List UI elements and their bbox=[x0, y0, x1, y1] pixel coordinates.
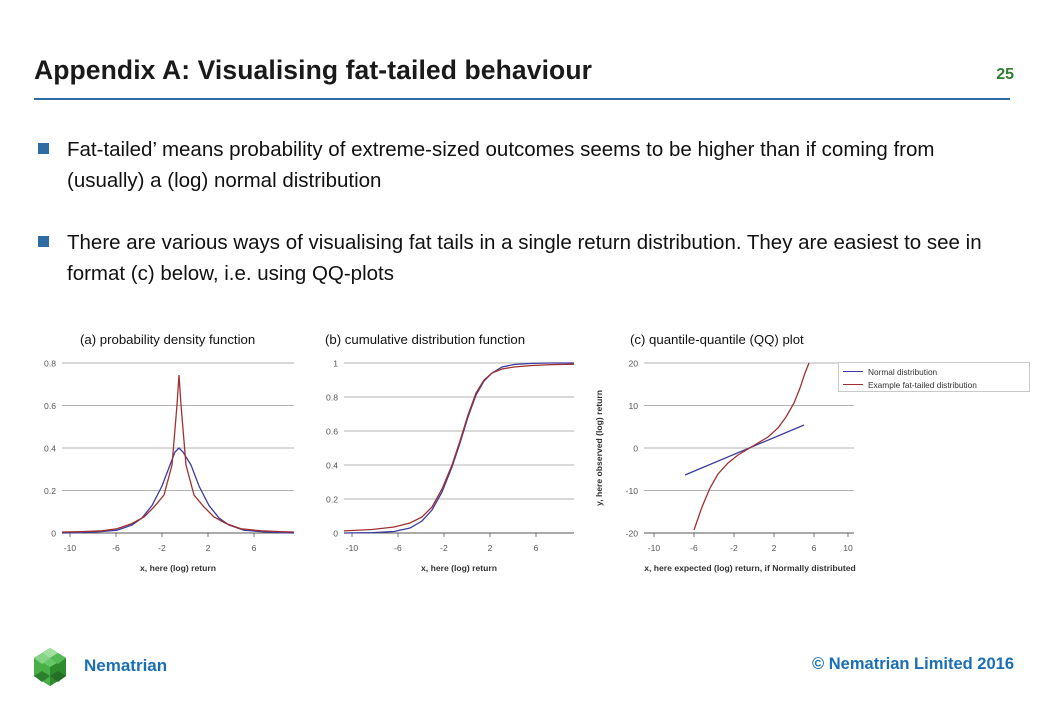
bullet-text: Fat-tailed’ means probability of extreme-sized outcomes seems to be higher than if coming from (usually) a (log) normal distribution bbox=[67, 138, 935, 192]
svg-text:-10: -10 bbox=[625, 486, 638, 496]
svg-text:2: 2 bbox=[205, 543, 211, 553]
chart-pdf bbox=[22, 355, 307, 590]
y-tick-labels bbox=[326, 359, 338, 539]
svg-text:0.4: 0.4 bbox=[326, 460, 338, 471]
svg-text:2: 2 bbox=[487, 543, 493, 553]
svg-text:0: 0 bbox=[333, 528, 338, 539]
chart-cdf bbox=[302, 355, 587, 590]
chart-legend bbox=[838, 362, 1030, 392]
legend-label: Normal distribution bbox=[868, 366, 938, 377]
figure-caption-a: (a) probability density function bbox=[80, 332, 256, 347]
svg-text:x, here (log) return: x, here (log) return bbox=[140, 563, 216, 573]
svg-text:10: 10 bbox=[843, 543, 853, 553]
bullet-text: There are various ways of visualising fat tails in a single return distribution. They are easiest to see in format (c) below, i.e. using QQ-plots bbox=[67, 231, 982, 285]
svg-text:0.6: 0.6 bbox=[44, 401, 56, 411]
svg-text:y, here observed (log) return: y, here observed (log) return bbox=[594, 390, 604, 506]
svg-text:6: 6 bbox=[251, 543, 257, 553]
footer-brand: Nematrian bbox=[84, 656, 168, 675]
svg-text:-2: -2 bbox=[158, 543, 166, 553]
svg-text:10: 10 bbox=[628, 401, 638, 411]
svg-text:-20: -20 bbox=[625, 528, 638, 539]
svg-text:0.8: 0.8 bbox=[44, 358, 56, 369]
figure-caption-c: (c) quantile-quantile (QQ) plot bbox=[630, 332, 804, 347]
series-normal-line bbox=[344, 363, 574, 533]
x-ticks bbox=[352, 533, 536, 537]
chart-qq bbox=[582, 355, 882, 590]
svg-text:0.2: 0.2 bbox=[44, 486, 56, 496]
svg-text:6: 6 bbox=[533, 543, 539, 553]
x-tick-labels bbox=[648, 543, 853, 553]
figure-caption-b: (b) cumulative distribution function bbox=[325, 332, 526, 347]
svg-text:x, here expected (log) return,: x, here expected (log) return, if Normally distributed bbox=[644, 563, 856, 573]
legend-color-swatch bbox=[843, 384, 863, 385]
x-tick-labels bbox=[346, 543, 539, 553]
svg-text:6: 6 bbox=[811, 543, 817, 553]
legend-color-swatch bbox=[843, 371, 863, 372]
legend-item bbox=[843, 366, 1025, 377]
svg-text:1: 1 bbox=[333, 358, 338, 369]
series-fattail-line bbox=[62, 375, 294, 532]
bullet-marker-icon bbox=[38, 236, 49, 247]
svg-text:-10: -10 bbox=[345, 543, 359, 553]
svg-text:0.2: 0.2 bbox=[326, 494, 338, 505]
svg-text:-6: -6 bbox=[112, 543, 120, 553]
x-ticks bbox=[654, 533, 848, 537]
svg-text:-10: -10 bbox=[63, 543, 77, 553]
svg-text:-2: -2 bbox=[730, 543, 738, 553]
svg-text:0: 0 bbox=[633, 443, 638, 454]
legend-label: Example fat-tailed distribution bbox=[868, 379, 977, 390]
title-divider bbox=[34, 98, 1010, 100]
svg-text:-6: -6 bbox=[690, 543, 698, 553]
series-fattail-line bbox=[694, 363, 809, 530]
svg-text:0.6: 0.6 bbox=[326, 426, 338, 437]
series-normal-line bbox=[685, 425, 804, 475]
x-ticks bbox=[70, 533, 254, 537]
y-tick-labels bbox=[44, 359, 56, 539]
svg-text:x, here (log) return: x, here (log) return bbox=[421, 563, 497, 573]
bullet-item bbox=[38, 227, 988, 289]
svg-text:20: 20 bbox=[628, 358, 638, 369]
bullet-marker-icon bbox=[38, 143, 49, 154]
svg-text:-6: -6 bbox=[394, 543, 402, 553]
page-title: Appendix A: Visualising fat-tailed behaviour bbox=[34, 55, 593, 85]
svg-text:0: 0 bbox=[51, 528, 56, 539]
svg-text:2: 2 bbox=[771, 543, 777, 553]
svg-text:0.8: 0.8 bbox=[326, 392, 338, 403]
y-tick-labels bbox=[626, 359, 639, 539]
svg-text:0.4: 0.4 bbox=[44, 443, 56, 454]
page-number: 25 bbox=[996, 66, 1014, 83]
svg-text:-2: -2 bbox=[440, 543, 448, 553]
legend-item bbox=[843, 379, 1025, 390]
svg-text:-10: -10 bbox=[647, 543, 661, 553]
bullet-item bbox=[38, 134, 988, 196]
nematrian-logo-icon bbox=[28, 645, 72, 689]
footer-copyright: © Nematrian Limited 2016 bbox=[812, 655, 1014, 673]
x-tick-labels bbox=[64, 543, 257, 553]
